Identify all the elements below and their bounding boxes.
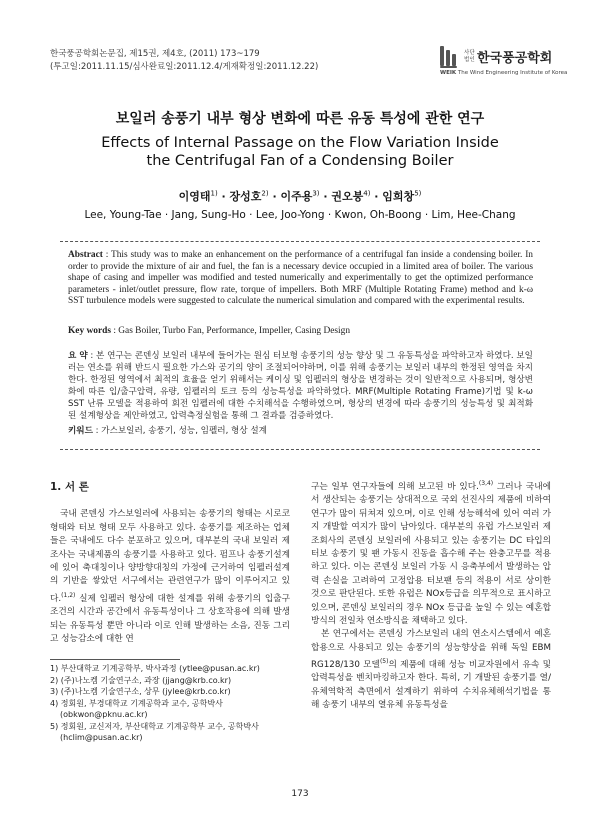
- body-paragraph: 구는 일부 연구자들에 의해 보고된 바 있다.$^{(3,4)}$ 그러나 국내에서 생산되는 송풍기는 상대적으로 국외 선진사의 제품에 비하여 연구가 많이 뒤쳐져 있으며, 이로 인해 성능해석에 있어 여러 가지 개발할 여지가 많이 남아있다. 대부분의 유럽 가스보일러 제조회사의 콘덴싱 보일러에 사용되고 있는 송풍기는 DC 타입의 터보 송풍기 및 팬 가동시 진동을 흡수해 주는 완충고무를 적용하고 있다. 이는 콘덴싱 보일러 가동 시 응축부에서 발생하는 압력 손실을 고려하여 고정압용 터보팬 등의 적용이 서로 상이한 것으로 판단된다. 또한 유럽은 NOx등급을 의무적으로 표시하고 있으며, 콘덴싱 보일러의 경우 NOx 등급을 높일 수 있는 예혼합 방식의 전일차 연소방식을 채택하고 있다.: [311, 480, 551, 626]
- body-column-left: [50, 481, 290, 646]
- footnote-divider: [50, 659, 180, 660]
- author-name: 임희창: [382, 190, 415, 203]
- authors-english: Lee, Young-Tae · Jang, Sung-Ho · Lee, Joo-Yong · Kwon, Oh-Boong · Lim, Hee-Chang: [84, 209, 516, 221]
- society-logo: [440, 44, 568, 78]
- logo-english: WEIK The Wind Engineering Institute of Korea: [440, 70, 568, 76]
- body-column-right: [311, 477, 551, 713]
- body-paragraph: 국내 콘덴싱 가스보일러에 사용되는 송풍기의 형태는 시로코 형태와 터보 형태 모두 사용하고 있다. 송풍기를 제조하는 업체들은 국내에도 다수 분포하고 있으며, 대부분의 국내 보일러 제조사는 국내제품의 송풍기를 사용하고 있다. 펌프나 송풍기설계에 있어 축대칭이나 양방향대칭의 가정에 근거하여 임펠러설계의 기반을 쌓았던 서구에서는 관련연구가 많이 이루어지고 있다.$^{(1,2)}$ 실제 임펠러 형상에 대한 설계를 위해 송풍기의 입출구조건의 시간과 공간에서 유동특성이나 그 상호작용에 의해 발생되는 유동특성 뿐만 아니라 이로 인해 발생하는 소음, 진동 그리고 성능감소에 대한 연: [50, 509, 290, 644]
- author-name: 장성호: [229, 190, 262, 203]
- footnote-email: (hclim@pusan.ac.kr): [60, 733, 143, 742]
- keywords-english: Key words : Gas Boiler, Turbo Fan, Performance, Impeller, Casing Design: [68, 326, 351, 336]
- journal-info: [50, 48, 318, 74]
- footnote: 3) (주)나노켐 기술연구소, 상무 (jylee@krb.co.kr): [50, 687, 231, 696]
- footnotes: [50, 663, 295, 744]
- paper-title-korean: 보일러 송풍기 내부 형상 변화에 따른 유동 특성에 관한 연구: [115, 111, 485, 127]
- footnote: 1) 부산대학교 기계공학부, 박사과정 (ytlee@pusan.ac.kr): [50, 664, 260, 673]
- abstract-label: Abstract: [68, 250, 103, 260]
- citation: (1,2): [61, 591, 76, 599]
- divider: [60, 241, 540, 242]
- paper-title-english: Effects of Internal Passage on the Flow Variation Inside the Centrifugal Fan of a Condensing Boiler: [101, 135, 499, 169]
- body-paragraph: 본 연구에서는 콘덴싱 가스보일러 내의 연소시스템에서 예혼합용으로 사용되고 있는 송풍기의 성능향상을 위해 독일 EBM RG128/130 모델$^{(5)}$의 제품에 대해 성능 비교자원에서 유속 및 압력특성을 벤치마킹하고자 한다. 특히, 기 개발된 송풍기를 열/유체역학적 측면에서 설계하기 위하여 수치유체해석기법을 통해 송풍기 내부의 열유체 유동특성을: [311, 629, 551, 711]
- footnote-email: (obkwon@pknu.ac.kr): [60, 710, 148, 719]
- divider: [60, 449, 540, 450]
- author-name: 이주용: [280, 190, 313, 203]
- citation: (5): [379, 658, 389, 666]
- journal-citation: 한국풍공학회논문집, 제15권, 제4호, (2011) 173~179: [50, 49, 260, 59]
- abstract: [68, 250, 533, 308]
- footnote: 2) (주)나노켐 기술연구소, 과장 (jjang@krb.co.kr): [50, 675, 232, 685]
- footnote: 5) 정회원, 교신저자, 부산대학교 기계공학부 교수, 공학박사: [50, 721, 259, 731]
- summary-text: : 본 연구는 콘덴싱 보일러 내부에 들어가는 원심 터보형 송풍기의 성능 향상 및 그 유동특성을 파악하고자 하였다. 보일러는 연소를 위해 반드시 필요한 가스와 공기의 양이 조절되어야하며, 이를 위해 송풍기는 보일러 내부의 한정된 영역을 차지한다. 한정된 영역에서 최적의 효율을 얻기 위해서는 케이싱 및 임펠러의 형상을 변경하는 것이 일반적으로 사용되며, 형상변화에 따른 입/출구압력, 유량, 임펠러의 토크 등의 성능특성을 파악하였다. MRF(Multiple Rotating Frame)기법 및 k-ω SST 난류 모델을 적용하여 회전 임펠러에 대한 수치해석을 수행하였으며, 형상의 변경에 따라 송풍기의 성능특성 및 최적화된 설계형상을 제안하였고, 압력측정실험을 통해 그 결과를 검증하였다.: [68, 351, 534, 421]
- footnote: 4) 정회원, 부경대학교 기계공학과 교수, 공학박사: [50, 698, 223, 708]
- logo-prefix: 사단 법인: [464, 50, 475, 63]
- logo-name: 한국풍공학회: [477, 51, 553, 66]
- keywords-korean: 키워드 : 가스보일러, 송풍기, 성능, 임펠러, 형상 설계: [68, 426, 267, 436]
- citation: (3,4): [478, 480, 494, 487]
- author-name: 이영태: [178, 190, 211, 203]
- section-heading: 1. 서 론: [50, 481, 89, 493]
- wind-logo-icon: [440, 46, 460, 68]
- author-name: 권오붕: [331, 190, 364, 203]
- authors-korean: 이영태$^{1)}$ · 장성호$^{2)}$ · 이주용$^{3)}$ · 권오붕$^{4)}$ · 임희창$^{5)}$: [178, 189, 422, 203]
- summary-label: 요 약: [68, 351, 88, 361]
- summary-korean: [68, 350, 533, 422]
- page-number: 173: [291, 789, 309, 799]
- abstract-text: : This study was to make an enhancement on the performance of a centrifugal fan inside a condensing boiler. In order to provide the mixture of air and fuel, the fan is a necessary device occupied in a limited area of boiler. The various shape of casing and impeller was modified and tested numerically and experimentally to get the optimized performance parameters - inlet/outlet pressure, flow rate, torque of impellers. Both MRF (Multiple Rotating Frame) method and k-ω SST turbulence models were suggested to calculate the numerical simulation and compared with the experimental results.: [68, 250, 533, 307]
- submission-dates: (투고일:2011.11.15/심사완료일:2011.12.4/게재확정일:2011.12.22): [50, 62, 319, 72]
